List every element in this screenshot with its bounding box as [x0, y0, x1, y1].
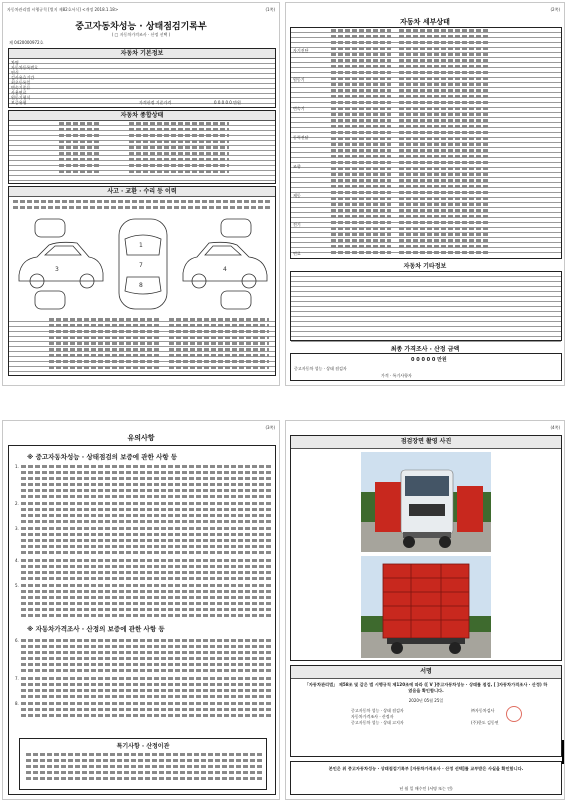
label-engine-type: 원동기형식 [11, 95, 31, 100]
price-warranty-heading: ※ 자동차가격조사 · 산정의 보증에 관한 사항 등 [27, 625, 165, 633]
group-transmission: 변속기 [293, 106, 305, 111]
final-price-value: 0 0 0 0 0 만원 [411, 357, 447, 363]
page-number: (2쪽) [550, 7, 560, 12]
signer-inspector: 중고자동차 성능 · 상태 점검자 [351, 708, 404, 713]
zone-number-7: 7 [139, 262, 143, 269]
page-number: (4쪽) [550, 425, 560, 430]
group-self-diagnosis: 자기진단 [293, 48, 309, 53]
label-reference-price: 가격산정 기준가격 [139, 100, 172, 105]
accident-history-section [8, 186, 276, 376]
page-number: (3쪽) [265, 425, 275, 430]
notice-title: 유의사항 [127, 434, 155, 442]
label-first-registration: 최초등록일 [11, 80, 31, 85]
label-fuel: 사용연료 [11, 90, 27, 95]
detail-status-title: 자동차 세부상태 [400, 18, 450, 26]
group-steering: 조향 [293, 164, 301, 169]
notice-box [8, 445, 276, 795]
other-info-title: 자동차 기타정보 [403, 263, 447, 270]
company-seal-stamp [506, 706, 522, 722]
signer-price-assessor: 자동차가격조사 · 산정자 [351, 714, 394, 719]
buyer-signature-line: 년 월 일 매수인 (서명 또는 인) [399, 786, 453, 791]
label-registration-no: 자동차등록번호 [11, 65, 39, 70]
zone-number-1: 1 [139, 242, 143, 249]
truck-front-photo [361, 452, 491, 552]
group-electric: 전기 [293, 222, 301, 227]
section-title-accident: 사고 · 교환 · 수리 등 이력 [9, 187, 275, 197]
scroll-indicator[interactable] [562, 740, 564, 764]
group-braking: 제동 [293, 193, 301, 198]
label-year: 연식 [11, 70, 19, 75]
confirmation-statement: 「자동차관리법」 제58조 및 같은 법 시행규칙 제120조에 따라 ([ V ]중고자동차성능 · 상태를 점검, [ ]자동차가격조사 · 산정) 하였음을 확인합니다. [304, 682, 548, 693]
label-car-name: 차명 [11, 60, 19, 65]
company-name-inspector: ㈜자동차검사 [471, 708, 495, 713]
confirmation-date: 2020년 05월 25일 [408, 698, 444, 703]
company-name-notifier: (주)한도 김동연 [471, 720, 499, 725]
photo-section-title: 점검장면 촬영 사진 [291, 436, 561, 449]
section-title-basic-info: 자동차 기본정보 [9, 49, 275, 59]
item-6-number: 6. [15, 638, 19, 643]
photo-section [290, 435, 562, 661]
vehicle-summary-table [8, 110, 276, 184]
label-inspection-validity: 검사유효기간 [11, 75, 35, 80]
item-5-number: 5. [15, 583, 19, 588]
item-4-number: 4. [15, 558, 19, 563]
final-price-title: 최종 가격조사 · 산정 금액 [390, 346, 460, 353]
signer-notifier: 중고자동차 성능 · 상태 고지자 [351, 720, 404, 725]
special-notes-box [19, 738, 267, 790]
truck-rear-photo [361, 556, 491, 658]
buyer-confirmation-text: 본인은 위 중고자동차성능 · 상태점검기록부 [자동차가격조사 · 산정 선택]를 교부받은 사실을 확인합니다. [328, 766, 524, 771]
label-transmission: 변속기종류 [11, 85, 31, 90]
final-price-table [290, 353, 562, 381]
zone-number-3: 3 [55, 266, 59, 273]
item-8-number: 8. [15, 701, 19, 706]
section-title-summary: 자동차 종합상태 [9, 111, 275, 121]
special-notes-title: 특기사항 · 산정이관 [116, 743, 170, 750]
reference-price-value: 0 0 0 0 0 만원 [214, 100, 241, 105]
vehicle-basic-info-table [8, 48, 276, 108]
inspector-label: 중고자동차 성능 · 상태 점검자 [294, 366, 347, 371]
detail-status-table [290, 27, 562, 259]
photo-page-4 [285, 420, 565, 800]
document-number: 제 0420000972호 [9, 40, 44, 45]
group-power-transfer: 동력전달 [293, 135, 309, 140]
zone-number-8: 8 [139, 282, 143, 289]
car-side-left-drawing [19, 242, 103, 288]
group-fuel: 연료 [293, 251, 301, 256]
zone-number-4: 4 [223, 266, 227, 273]
regulation-reference: 자동차관리법 시행규칙 [별지 제82호서식] <개정 2018.1.18> [7, 7, 119, 12]
page-subtitle: ( □ 자동차가격조사 · 산정 선택 ) [111, 32, 171, 37]
item-7-number: 7. [15, 676, 19, 681]
other-info-table [290, 271, 562, 341]
inspection-record-page-1 [2, 2, 280, 386]
inspection-warranty-heading: ※ 중고자동차성능 · 상태점검의 보증에 관한 사항 등 [27, 453, 178, 461]
car-top-view-drawing [119, 219, 167, 309]
notice-page-3 [2, 420, 280, 800]
inspection-record-page-2 [285, 2, 565, 386]
buyer-confirmation-section [290, 761, 562, 795]
group-engine: 원동기 [293, 77, 305, 82]
label-warranty: 보증유형 [11, 100, 27, 105]
item-1-number: 1. [15, 464, 19, 469]
page-header [7, 7, 275, 15]
signature-title: 서명 [291, 666, 561, 679]
item-2-number: 2. [15, 501, 19, 506]
page-title: 중고자동차성능 · 상태점검기록부 [75, 22, 207, 32]
pricer-label: 가격 · 특기사항자 [381, 373, 412, 378]
page-number: (1쪽) [265, 7, 275, 12]
signature-section [290, 665, 562, 757]
vehicle-damage-diagram [15, 215, 271, 313]
item-3-number: 3. [15, 526, 19, 531]
